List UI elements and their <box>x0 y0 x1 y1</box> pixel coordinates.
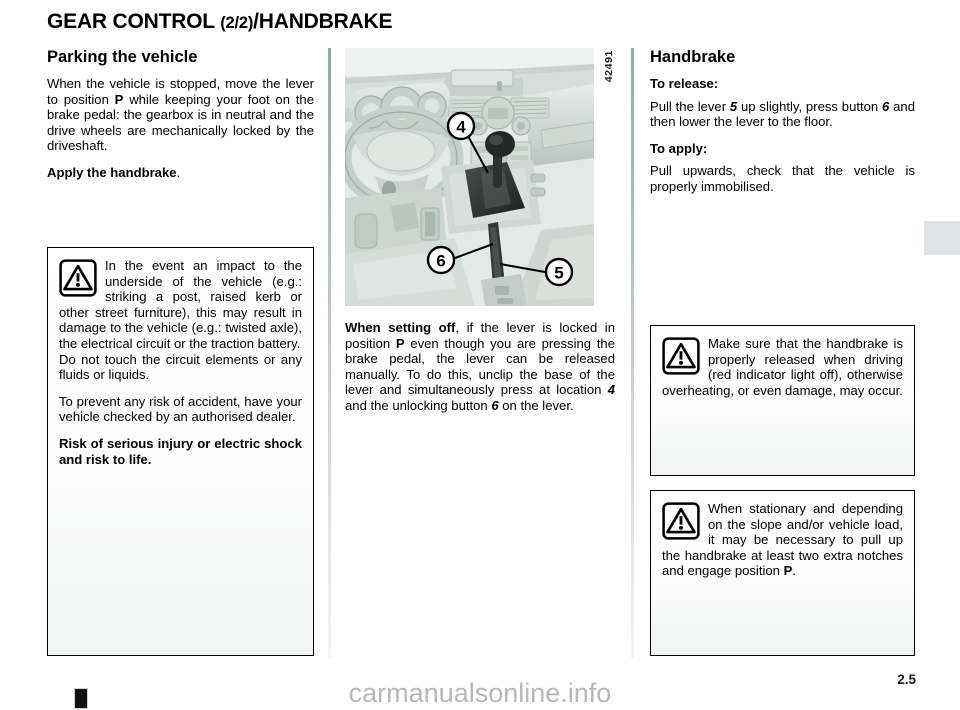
warning-triangle-icon <box>662 337 700 375</box>
stationary-position-p: P <box>783 563 793 579</box>
warning-box-impact <box>47 247 314 656</box>
left-column <box>47 48 314 181</box>
warning-box-stationary-slope <box>650 490 915 656</box>
setting-off-position-p: P <box>395 335 405 351</box>
warning-impact-paragraph-2: Do not touch the circuit elements or any fluids or liquids. <box>59 351 302 383</box>
page-title-main: GEAR CONTROL <box>47 10 221 33</box>
figure-container <box>345 48 615 306</box>
right-column <box>650 48 915 195</box>
svg-text:4: 4 <box>456 117 466 137</box>
figure-reference-number: 42491 <box>603 50 615 83</box>
setting-off-text-4: on the lever. <box>498 397 574 413</box>
gear-position-p: P <box>114 91 124 107</box>
release-text-3: and then lower the lever to the floor. <box>650 98 915 130</box>
apply-handbrake-period: . <box>176 164 181 180</box>
stationary-text-2: . <box>792 563 796 579</box>
apply-handbrake-bold: Apply the handbrake <box>47 164 177 180</box>
column-divider-right <box>631 48 634 658</box>
setting-off-text-2: even though you are pressing the brake pedal, the lever can be released manually. To do this, unclip the base of the lever and simultaneously press at location <box>345 335 615 398</box>
page-number: 2.5 <box>897 672 916 687</box>
page-title-part-indicator: (2/2) <box>220 14 254 32</box>
to-apply-heading: To apply: <box>650 140 708 156</box>
column-divider-left <box>328 48 331 658</box>
warning-impact-paragraph-1: In the event an impact to the underside of the vehicle (e.g.: striking a post, raised kerb or other street furniture), this may result in damage to the vehicle (e.g.: twisted axle), the electrical circuit or the traction battery. <box>59 258 302 351</box>
warning-impact-paragraph-3: To prevent any risk of accident, have your vehicle checked by an authorised dealer. <box>59 393 302 425</box>
apply-handbrake-paragraph <box>47 165 314 181</box>
release-ref-6: 6 <box>882 98 890 114</box>
chapter-edge-tab <box>924 221 960 255</box>
warning-triangle-icon <box>662 502 700 540</box>
to-release-heading: To release: <box>650 75 719 91</box>
setting-off-paragraph <box>345 320 615 414</box>
stationary-text-1: When stationary and depending on the slope and/or vehicle load, it may be necessary to pull up the handbrake at least two extra notches and engage position <box>662 501 903 579</box>
to-apply-paragraph: Pull upwards, check that the vehicle is properly immobilised. <box>650 163 915 194</box>
parking-text-2: while keeping your foot on the brake pedal: the gearbox is in neutral and the drive wheels are mechanically locked by the driveshaft. <box>47 91 314 154</box>
setting-off-lead: When setting off <box>345 320 456 335</box>
car-interior-illustration <box>345 48 594 306</box>
setting-off-ref-4: 4 <box>607 382 615 398</box>
warning-box-handbrake-released <box>650 325 915 476</box>
middle-column <box>345 48 615 414</box>
handbrake-section-title: Handbrake <box>650 48 736 66</box>
parking-text-1: When the vehicle is stopped, move the lever to position <box>47 75 314 107</box>
parking-paragraph <box>47 76 314 154</box>
to-release-paragraph <box>650 99 915 130</box>
car-interior-svg <box>345 48 594 306</box>
setting-off-ref-6: 6 <box>491 397 499 413</box>
page-title <box>47 10 392 34</box>
svg-text:6: 6 <box>436 251 446 271</box>
footer-section-marker <box>74 688 88 709</box>
parking-section-title: Parking the vehicle <box>47 48 198 66</box>
release-text-1: Pull the lever <box>650 98 730 114</box>
warning-impact-paragraph-4: Risk of serious injury or electric shock and risk to life. <box>59 435 302 467</box>
release-text-2: up slightly, press button <box>737 98 883 114</box>
warning-handbrake-released-text: Make sure that the handbrake is properly released when driving (red indicator light off), otherwise overheating, or even damage, may occur. <box>662 336 903 398</box>
page-title-tail: /HANDBRAKE <box>253 10 393 33</box>
svg-text:5: 5 <box>554 263 564 283</box>
warning-triangle-icon <box>59 259 97 297</box>
release-ref-5: 5 <box>729 98 738 114</box>
site-watermark: carmanualsonline.info <box>348 678 612 708</box>
setting-off-text-3: and the unlocking button <box>345 397 492 413</box>
setting-off-text-1: , if the lever is locked in position <box>345 320 615 351</box>
